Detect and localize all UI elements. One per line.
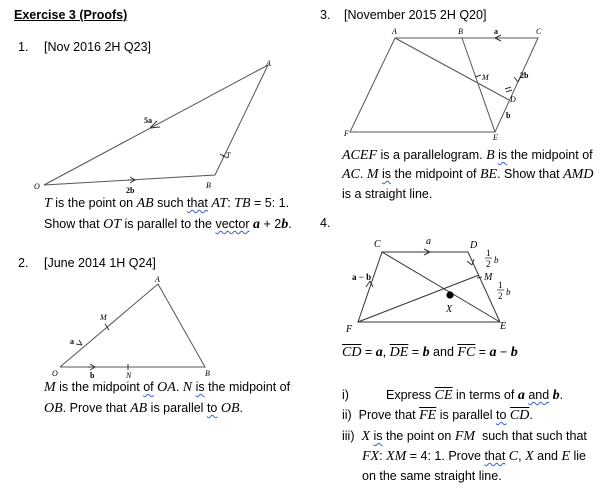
q4-label-e: E	[500, 321, 507, 332]
q1-text-line1: T is the point on AB such that AT: TB = 5: 1.	[44, 196, 290, 211]
q2-label-m: M	[100, 313, 107, 322]
q3-label-b-vec: b	[506, 111, 511, 120]
q3-label-a: A	[392, 27, 397, 36]
q3-number: 3.	[320, 8, 331, 22]
q4-half-num-2: 1	[498, 280, 503, 290]
q4-part-ii: ii) Prove that $\overline{FE}$ is parallel to $\overline{CD}$.	[342, 408, 533, 423]
q3-source: [November 2015 2H Q20]	[344, 8, 487, 22]
q4-label-c: C	[374, 239, 381, 250]
q1-label-b: B	[206, 181, 211, 190]
q4-half-b-2: b	[506, 287, 511, 297]
q2-text-line1: M is the midpoint of OA. N is the midpoint of	[44, 380, 291, 395]
q4-part-iii-line3: on the same straight line.	[362, 469, 502, 483]
q3-label-m: M	[482, 73, 489, 82]
q2-label-a: A	[155, 275, 160, 284]
q3-diagram	[340, 24, 560, 144]
q3-label-a-vec: a	[494, 27, 498, 36]
q1-label-o: O	[34, 182, 40, 191]
q4-label-a-minus-b: a − b	[352, 272, 372, 282]
q4-half-den-2: 2	[498, 291, 503, 301]
q3-label-e: E	[493, 133, 498, 142]
q4-vectors: $\overline{CD} = a$, $\overline{DE} = b$ and $\overline{FC} = a - b$	[342, 345, 518, 360]
q3-label-f: F	[344, 129, 349, 138]
q1-label-2b: 2b	[126, 186, 135, 195]
q3-label-c: C	[536, 27, 542, 36]
q2-label-b-vec: b	[90, 371, 95, 380]
q4-part-i-label: i)	[342, 388, 349, 402]
q1-label-t: T	[226, 151, 231, 160]
q3-label-b: B	[458, 27, 463, 36]
q2-label-o: O	[52, 369, 58, 378]
q4-part-iii-line1: iii) X is the point on FM such that such that	[342, 429, 587, 444]
q4-label-a: a	[426, 236, 431, 247]
q3-text-line1: ACEF is a parallelogram. B is the midpoint of	[342, 148, 593, 163]
q1-label-5a: 5a	[144, 116, 152, 125]
q2-source: [June 2014 1H Q24]	[44, 256, 156, 270]
q4-half-b-1: b	[494, 255, 499, 265]
q2-diagram	[40, 272, 220, 382]
q1-label-a: A	[266, 59, 271, 68]
q1-number: 1.	[18, 40, 29, 54]
q1-source: [Nov 2016 2H Q23]	[44, 40, 152, 54]
q4-half-num-1: 1	[486, 248, 491, 258]
q2-label-b: B	[205, 369, 210, 378]
q3-label-d: D	[510, 95, 516, 104]
q4-label-f: F	[346, 324, 353, 335]
q2-label-n: N	[126, 371, 132, 380]
q4-number: 4.	[320, 216, 331, 230]
q4-label-m: M	[484, 272, 493, 283]
q2-label-a-vec: a	[70, 337, 74, 346]
q4-label-x: X	[446, 304, 453, 315]
q3-text-line3: is a straight line.	[342, 187, 433, 201]
q3-label-2b: 2b	[520, 71, 529, 80]
q4-label-d: D	[470, 240, 478, 251]
q3-text-line2: AC. M is the midpoint of BE. Show that AMD	[342, 167, 594, 182]
q4-half-den-1: 2	[486, 259, 491, 269]
q2-text-line2: OB. Prove that AB is parallel to OB.	[44, 401, 244, 416]
q2-number: 2.	[18, 256, 29, 270]
q4-part-i-text: Express $\overline{CE}$ in terms of a and b.	[386, 388, 564, 403]
q4-part-iii-line2: FX: XM = 4: 1. Prove that C, X and E lie	[362, 449, 587, 464]
q1-text-line2: Show that OT is parallel to the vector a + 2b.	[44, 217, 292, 232]
q1-diagram	[30, 55, 290, 205]
q4-diagram	[340, 232, 540, 342]
worksheet-title: Exercise 3 (Proofs)	[14, 8, 128, 22]
